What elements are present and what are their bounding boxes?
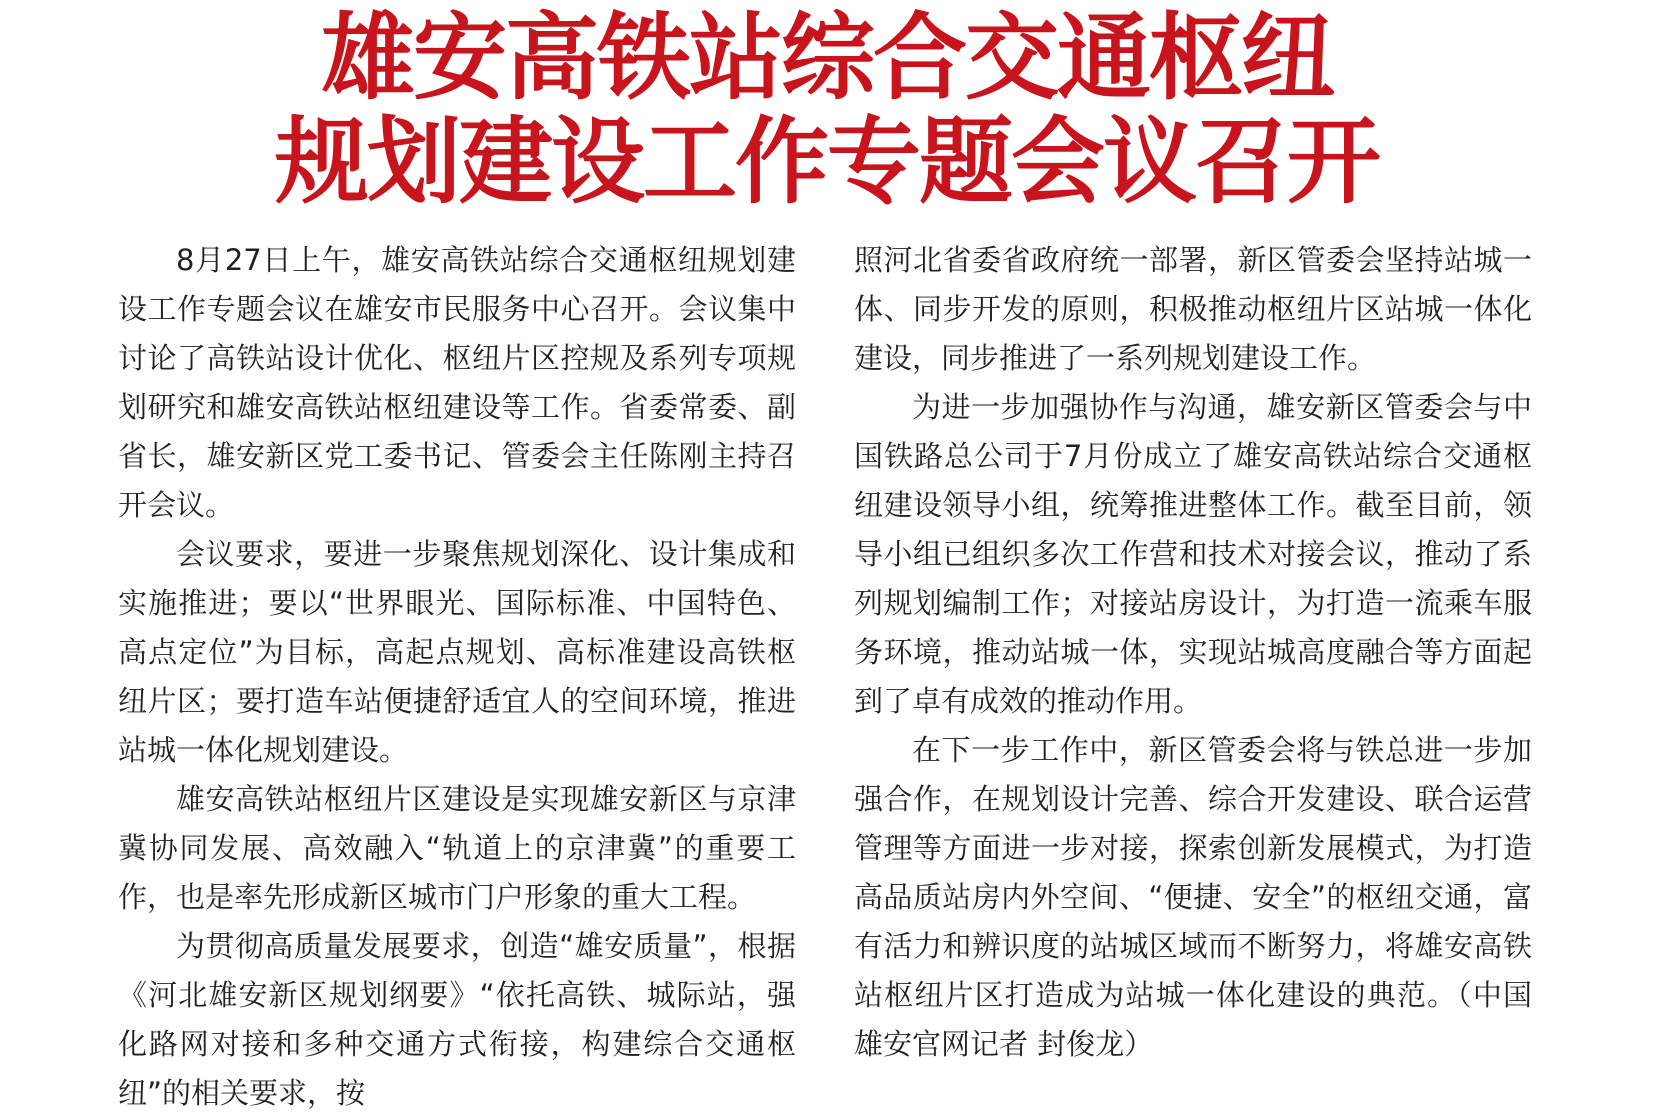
paragraph-continued: 照河北省委省政府统一部署，新区管委会坚持站城一体、同步开发的原则，积极推动枢纽片区站城一体化建设，同步推进了一系列规划建设工作。 xyxy=(854,243,1532,375)
paragraph: 会议要求，要进一步聚焦规划深化、设计集成和实施推进；要以“世界眼光、国际标准、中国特色、高点定位”为目标，高起点规划、高标准建设高铁枢纽片区；要打造车站便捷舒适宜人的空间环境，推进站城一体化规划建设。 xyxy=(118,537,796,767)
paragraph: 为贯彻高质量发展要求，创造“雄安质量”，根据《河北雄安新区规划纲要》“依托高铁、城际站，强化路网对接和多种交通方式衔接，构建综合交通枢纽”的相关要求，按 xyxy=(118,929,796,1110)
paragraph: 在下一步工作中，新区管委会将与铁总进一步加强合作，在规划设计完善、综合开发建设、联合运营管理等方面进一步对接，探索创新发展模式，为打造高品质站房内外空间、“便捷、安全”的枢纽交通，富有活力和辨识度的站城区域而不断努力，将雄安高铁站枢纽片区打造成为站城一体化建设的典范。（中国雄安官网记者 封俊龙） xyxy=(854,733,1532,1061)
article-column-right xyxy=(854,236,1532,1069)
headline-line-2: 规划建设工作专题会议召开 xyxy=(274,107,1379,217)
paragraph: 为进一步加强协作与沟通，雄安新区管委会与中国铁路总公司于7月份成立了雄安高铁站综合交通枢纽建设领导小组，统筹推进整体工作。截至目前，领导小组已组织多次工作营和技术对接会议，推动了系列规划编制工作；对接站房设计，为打造一流乘车服务环境，推动站城一体，实现站城高度融合等方面起到了卓有成效的推动作用。 xyxy=(854,390,1532,718)
paragraph: 8月27日上午，雄安高铁站综合交通枢纽规划建设工作专题会议在雄安市民服务中心召开。会议集中讨论了高铁站设计优化、枢纽片区控规及系列专项规划研究和雄安高铁站枢纽建设等工作。省委常委、副省长，雄安新区党工委书记、管委会主任陈刚主持召开会议。 xyxy=(118,243,796,522)
article-column-left xyxy=(118,236,796,1118)
paragraph: 雄安高铁站枢纽片区建设是实现雄安新区与京津冀协同发展、高效融入“轨道上的京津冀”的重要工作，也是率先形成新区城市门户形象的重大工程。 xyxy=(118,782,796,914)
headline xyxy=(0,3,1654,217)
headline-line-1: 雄安高铁站综合交通枢纽 xyxy=(320,3,1333,113)
